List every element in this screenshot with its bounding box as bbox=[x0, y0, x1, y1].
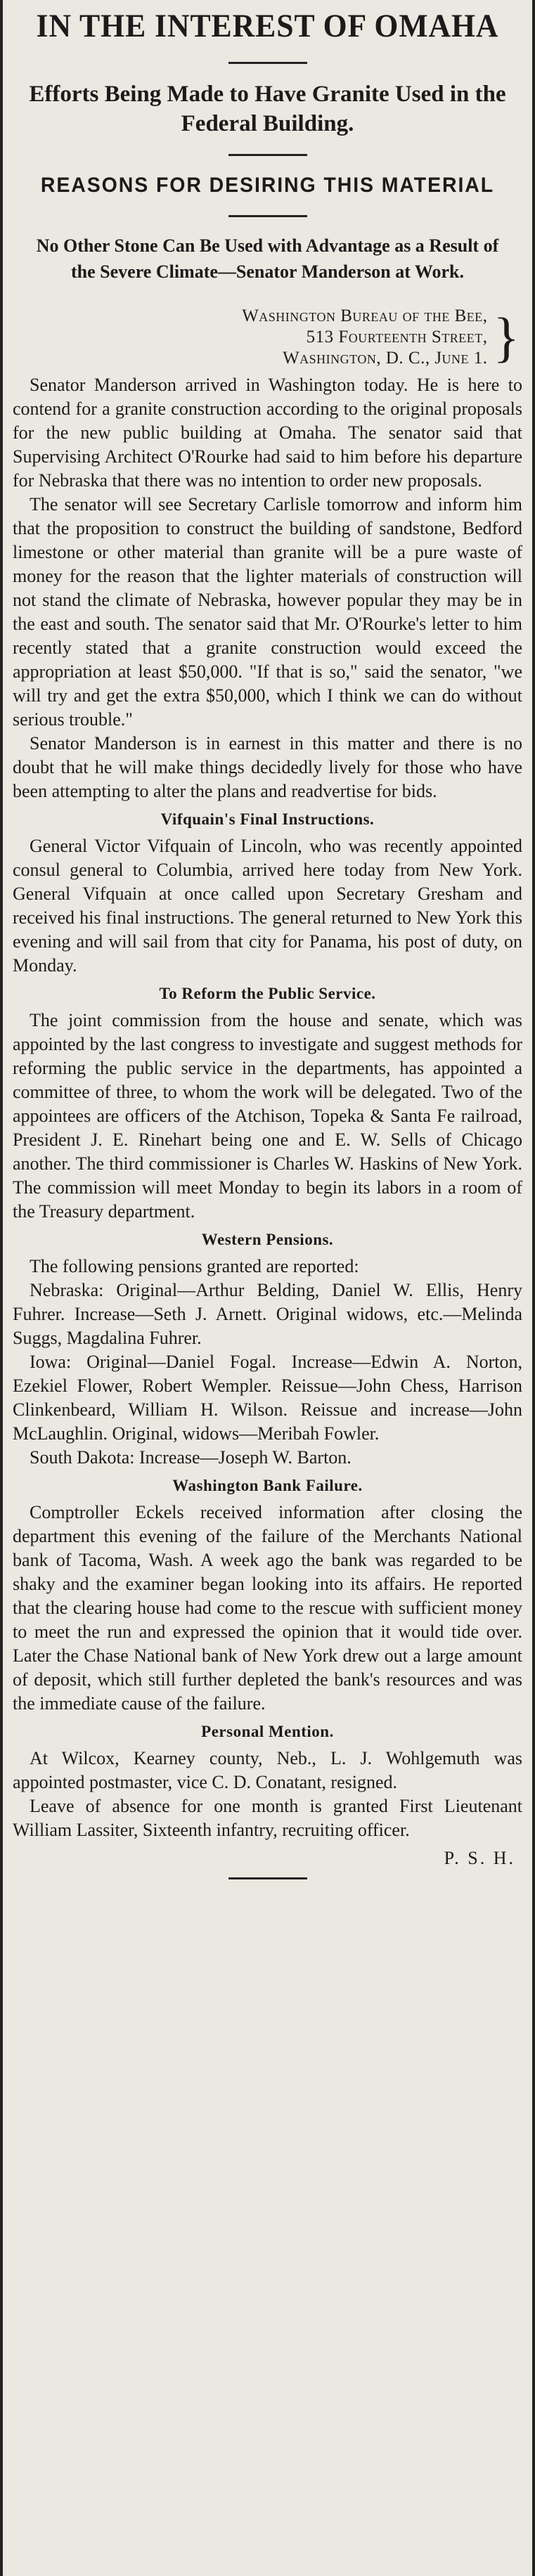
body-paragraph: Iowa: Original—Daniel Fogal. Increase—Edwin A. Norton, Ezekiel Flower, Robert Wempler. Reissue—John Chess, Harrison Clinkenbeard, William H. Wilson. Reissue and increase—John McLaughlin. Original, widows—Meribah Fowler. bbox=[13, 1352, 522, 1444]
body-paragraph: General Victor Vifquain of Lincoln, who was recently appointed consul general to Columbia, arrived here today from New York. General Vifquain at once called upon Secretary Gresham and received his final instructions. The general returned to New York this evening and will sail from that city for Panama, his post of duty, on Monday. bbox=[13, 836, 522, 976]
dateline bbox=[13, 306, 520, 369]
dateline-line: 513 Fourteenth Street, bbox=[306, 328, 488, 347]
section-heading: Washington Bank Failure. bbox=[172, 1477, 363, 1494]
headline: IN THE INTEREST OF OMAHA bbox=[36, 8, 499, 44]
body-paragraph: Leave of absence for one month is granted First Lieutenant William Lassiter, Sixteenth infantry, recruiting officer. bbox=[13, 1796, 522, 1840]
dateline-line: Washington Bureau of the Bee, bbox=[242, 306, 488, 325]
divider-rule bbox=[228, 62, 307, 64]
section-heading: Vifquain's Final Instructions. bbox=[160, 810, 375, 828]
body-paragraph: Nebraska: Original—Arthur Belding, Daniel W. Ellis, Henry Fuhrer. Increase—Seth J. Arnett. Original widows, etc.—Melinda Suggs, Magdalina Fuhrer. bbox=[13, 1280, 522, 1348]
body-paragraph: Senator Manderson arrived in Washington today. He is here to contend for a granite construction according to the original proposals for the new public building at Omaha. The senator said that Supervising Architect O'Rourke had said to him before his departure for Nebraska that there was no intention to order new proposals. bbox=[13, 375, 522, 491]
body-paragraph: The senator will see Secretary Carlisle tomorrow and inform him that the proposition to construct the building of sandstone, Bedford limestone or other material than granite will be a pure waste of money for the reason that the lighter materials of construction will not stand the climate of Nebraska, however popular they may be in the east and south. The senator said that Mr. O'Rourke's letter to him recently stated that a granite construction would exceed the appropriation at least $50,000. "If that is so," said the senator, "we will try and get the extra $50,000, which I think we can do without serious trouble." bbox=[13, 494, 522, 730]
body-paragraph: Senator Manderson is in earnest in this matter and there is no doubt that he will make things decidedly lively for those who have been attempting to alter the plans and readvertise for bids. bbox=[13, 733, 522, 801]
signature: P. S. H. bbox=[444, 1848, 515, 1868]
divider-rule bbox=[228, 154, 307, 156]
section-heading: To Reform the Public Service. bbox=[159, 985, 376, 1002]
body-paragraph: At Wilcox, Kearney county, Neb., L. J. Wohlgemuth was appointed postmaster, vice C. D. Conatant, resigned. bbox=[13, 1748, 522, 1792]
deck: Efforts Being Made to Have Granite Used in the Federal Building. bbox=[29, 82, 506, 136]
end-rule bbox=[228, 1877, 307, 1879]
dateline-lines bbox=[242, 306, 487, 369]
brace-mark: } bbox=[493, 306, 520, 368]
section-heading: Personal Mention. bbox=[201, 1723, 334, 1740]
dateline-line: Washington, D. C., June 1. bbox=[283, 349, 488, 368]
body-paragraph: The joint commission from the house and senate, which was appointed by the last congress to investigate and suggest methods for reforming the public service in the departments, has appointed a committee of three, to whom the work will be delegated. Two of the appointees are officers of the Atchison, Topeka & Santa Fe railroad, President J. E. Rinehart being one and E. W. Sells of Chicago another. The third commissioner is Charles W. Haskins of New York. The commission will meet Monday to begin its labors in a room of the Treasury department. bbox=[13, 1010, 522, 1222]
divider-rule bbox=[228, 215, 307, 217]
subhead: REASONS FOR DESIRING THIS MATERIAL bbox=[40, 174, 495, 197]
deck-small: No Other Stone Can Be Used with Advantage as a Result of the Severe Climate—Senator Manderson at Work. bbox=[36, 235, 499, 282]
body-paragraph: Comptroller Eckels received information after closing the department this evening of the failure of the Merchants National bank of Tacoma, Wash. A week ago the bank was regarded to be shaky and the examiner began looking into its affairs. He reported that the clearing house had come to the rescue with sufficient money to meet the run and expressed the opinion that it would tide over. Later the Chase National bank of New York drew out a large amount of deposit, which still further depleted the bank's resources and was the immediate cause of the failure. bbox=[13, 1502, 522, 1714]
body-paragraph: South Dakota: Increase—Joseph W. Barton. bbox=[30, 1447, 352, 1468]
body-paragraph: The following pensions granted are reported: bbox=[30, 1256, 359, 1276]
section-heading: Western Pensions. bbox=[201, 1231, 334, 1248]
